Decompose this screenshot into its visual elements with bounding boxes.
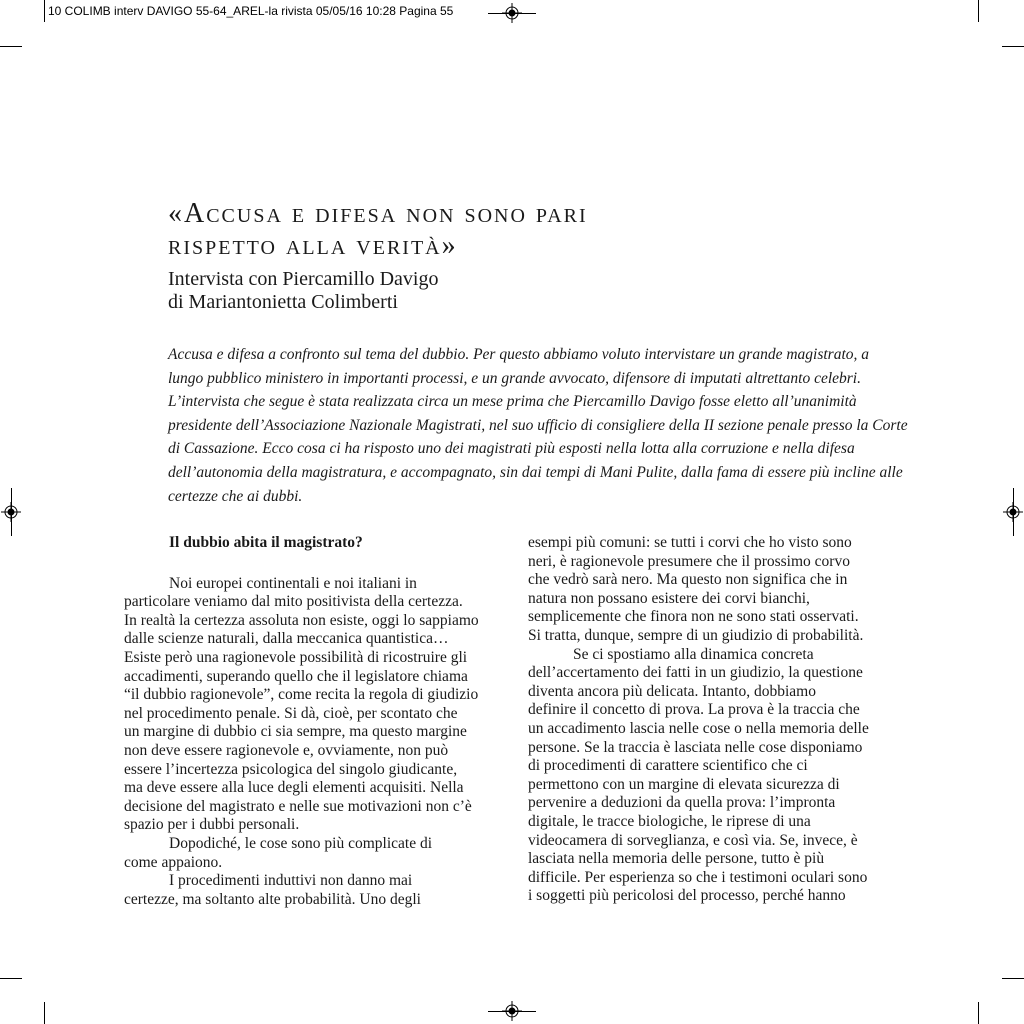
left-column-text	[124, 575, 506, 910]
registration-line-bottom	[488, 1011, 536, 1012]
article-title-line-2: rispetto alla verità»	[168, 230, 458, 261]
body-text-line: essere l’incertezza psicologica del singolo giudicante,	[124, 760, 458, 778]
article-title-line-1: «Accusa e difesa non sono pari	[168, 198, 588, 229]
body-text-line: Dopodiché, le cose sono più complicate di	[169, 834, 433, 852]
body-column-left	[124, 534, 506, 909]
body-text-line: Se ci spostiamo alla dinamica concreta	[573, 645, 814, 663]
crop-mark-bottom-right-h	[1002, 978, 1024, 979]
body-text-line: natura non possano esistere dei corvi bianchi,	[528, 589, 810, 607]
body-text-line: non deve essere ragionevole e, ovviamente, non può	[124, 741, 449, 759]
body-text-line: definire il concetto di prova. La prova è la traccia che	[528, 701, 860, 719]
body-text-line: decisione del magistrato e nelle sue motivazioni non c’è	[124, 797, 472, 815]
body-text-line: esempi più comuni: se tutti i corvi che ho visto sono	[528, 534, 852, 551]
body-text-line: pervenire a deduzioni da quella prova: l’impronta	[528, 794, 836, 812]
article-title	[168, 198, 868, 262]
body-text-line: Esiste però una ragionevole possibilità di ricostruire gli	[124, 648, 468, 666]
body-text-line: persone. Se la traccia è lasciata nelle cose disponiamo	[528, 738, 863, 756]
body-text-line: neri, è ragionevole presumere che il prossimo corvo	[528, 552, 850, 570]
body-text-line: un accadimento lascia nelle cose o nella memoria delle	[528, 719, 869, 737]
body-text-line: che vedrò sarà nero. Ma questo non significa che in	[528, 571, 848, 589]
body-text-line: come appaiono.	[124, 853, 223, 871]
body-text-line: spazio per i dubbi personali.	[124, 816, 300, 834]
body-text-line: certezze, ma soltanto alte probabilità. Uno degli	[124, 890, 421, 908]
subtitle-interviewee: Intervista con Piercamillo Davigo	[168, 268, 439, 290]
crop-mark-bottom-left-v	[44, 1002, 45, 1024]
body-text-line: particolare veniamo dal mito positivista della certezza.	[124, 593, 463, 611]
body-text-line: di procedimenti di carattere scientifico che ci	[528, 757, 808, 775]
body-text-line: permettono con un margine di elevata sicurezza di	[528, 775, 840, 793]
body-text-line: videocamera di sorveglianza, e così via. Se, invece, è	[528, 831, 858, 849]
print-slug: 10 COLIMB interv DAVIGO 55-64_AREL-la rivista 05/05/16 10:28 Pagina 55	[48, 4, 454, 18]
body-text-line: dalle scienze naturali, dalla meccanica quantistica…	[124, 630, 449, 648]
body-text-line: ma deve essere alla luce degli elementi acquisiti. Nella	[124, 779, 464, 797]
body-text-line: I procedimenti induttivi non danno mai	[169, 872, 413, 890]
interview-question: Il dubbio abita il magistrato?	[169, 534, 363, 551]
body-text-line: “il dubbio ragionevole”, come recita la regola di giudizio	[124, 686, 479, 704]
body-text-line: digitale, le tracce biologiche, le riprese di una	[528, 812, 811, 830]
article-subtitle	[168, 268, 438, 314]
body-text-line: accadimenti, superando quello che il legislatore chiama	[124, 667, 468, 685]
body-text-line: un margine di dubbio ci sia sempre, ma questo margine	[124, 723, 467, 741]
registration-line-right	[1013, 488, 1014, 536]
crop-mark-bottom-left-h	[0, 978, 22, 979]
crop-mark-bottom-right-v	[978, 1002, 979, 1024]
body-text-line: dell’accertamento dei fatti in un giudizio, la questione	[528, 664, 863, 682]
registration-line-left	[11, 488, 12, 536]
body-text-line: Noi europei continentali e noi italiani in	[169, 574, 417, 592]
body-text-line: i soggetti più pericolosi del processo, perché hanno	[528, 887, 846, 905]
body-text-line: difficile. Per esperienza so che i testimoni oculari sono	[528, 868, 868, 886]
crop-mark-top-left-v	[44, 0, 45, 22]
body-column-right	[528, 534, 910, 906]
body-text-line: diventa ancora più delicata. Intanto, dobbiamo	[528, 682, 816, 700]
crop-mark-top-right-v	[978, 0, 979, 22]
article-intro: Accusa e difesa a confronto sul tema del dubbio. Per questo abbiamo voluto intervistare un grande magistrato, a lungo pubblico ministero in importanti processi, e un grande avvocato, difensore di imputati altrettanto celebri. L’intervista che segue è stata realizzata circa un mese prima che Piercamillo Davigo fosse eletto all’unanimità presidente dell’Associazione Nazionale Magistrati, nel suo ufficio di consigliere della II sezione penale presso la Corte di Cassazione. Ecco cosa ci ha risposto uno dei magistrati più esposti nella lotta alla corruzione e nella difesa dell’autonomia della magistratura, e accompagnato, sin dai tempi di Mani Pulite, dalla fama di essere più incline alle certezze che ai dubbi.	[168, 346, 908, 505]
body-text-line: semplicemente che finora non ne sono stati osservati.	[528, 608, 859, 626]
body-text-line: Si tratta, dunque, sempre di un giudizio di probabilità.	[528, 626, 864, 644]
crop-mark-top-left-h	[0, 46, 22, 47]
crop-mark-top-right-h	[1002, 46, 1024, 47]
body-text-line: nel procedimento penale. Si dà, cioè, per scontato che	[124, 704, 458, 722]
body-text-line: lasciata nella memoria delle persone, tutto è più	[528, 850, 825, 868]
registration-line-top	[488, 13, 536, 14]
right-column-text	[528, 534, 910, 906]
body-text-line: In realtà la certezza assoluta non esiste, oggi lo sappiamo	[124, 611, 479, 629]
subtitle-author: di Mariantonietta Colimberti	[168, 291, 398, 313]
